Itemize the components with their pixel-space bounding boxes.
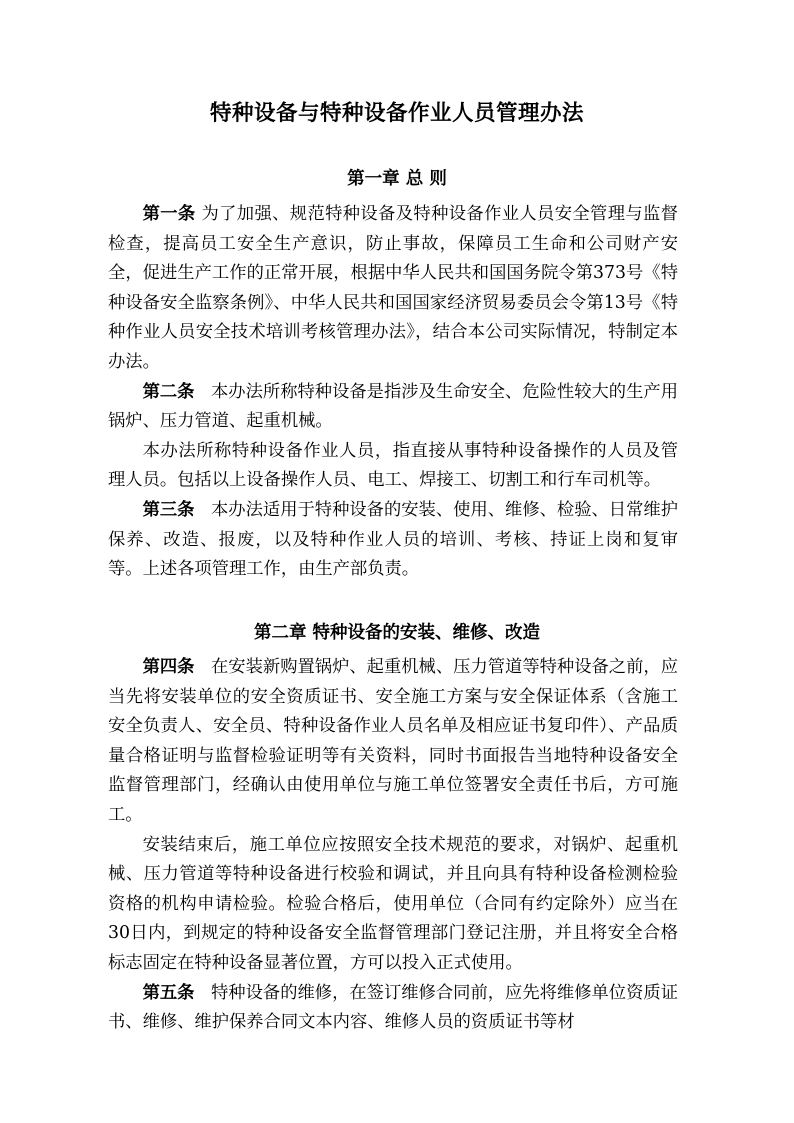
article-5 [108,979,678,1038]
chapter-2-body [108,653,678,1038]
paragraph-text: 安装结束后，施工单位应按照安全技术规范的要求，对锅炉、起重机械、压力管道等特种设备进行校验和调试，并且向具有特种设备检测检验资格的机构申请检验。检验合格后，使用单位（合同有约定除外）应当在30日内，到规定的特种设备安全监督管理部门登记注册，并且将安全合格标志固定在特种设备显著位置，方可以投入正式使用。 [108,834,678,973]
article-text: 本办法所称特种设备是指涉及生命安全、危险性较大的生产用锅炉、压力管道、起重机械。 [108,381,678,432]
article-2 [108,378,678,437]
article-label: 第一条 [142,204,196,224]
article-text: 为了加强、规范特种设备及特种设备作业人员安全管理与监督检查，提高员工安全生产意识，防止事故，保障员工生命和公司财产安全，促进生产工作的正常开展，根据中华人民共和国国务院令第373号《特种设备安全监察条例》、中华人民共和国国家经济贸易委员会令第13号《特种作业人员安全技术培训考核管理办法》，结合本公司实际情况，特制定本办法。 [108,204,678,372]
article-4 [108,653,678,831]
chapter-1-body [108,200,678,585]
article-1 [108,200,678,378]
chapter-2-heading: 第二章 特种设备的安装、维修、改造 [253,623,541,643]
article-label: 第四条 [142,657,195,677]
document-title: 特种设备与特种设备作业人员管理办法 [209,101,584,126]
article-text: 本办法适用于特种设备的安装、使用、维修、检验、日常维护保养、改造、报废，以及特种作业人员的培训、考核、持证上岗和复审等。上述各项管理工作，由生产部负责。 [108,499,678,580]
paragraph-text: 本办法所称特种设备作业人员，指直接从事特种设备操作的人员及管理人员。包括以上设备操作人员、电工、焊接工、切割工和行车司机等。 [108,440,678,491]
article-3 [108,496,678,585]
article-text: 特种设备的维修，在签订维修合同前，应先将维修单位资质证书、维修、维护保养合同文本内容、维修人员的资质证书等材 [108,982,678,1033]
paragraph [108,437,678,496]
article-label: 第三条 [142,499,195,520]
article-label: 第二条 [142,381,195,402]
article-label: 第五条 [142,982,195,1003]
paragraph [108,831,678,979]
chapter-1-heading: 第一章 总 则 [347,169,447,189]
article-text: 在安装新购置锅炉、起重机械、压力管道等特种设备之前，应当先将安装单位的安全资质证书、安全施工方案与安全保证体系（含施工安全负责人、安全员、特种设备作业人员名单及相应证书复印件）、产品质量合格证明与监督检验证明等有关资料，同时书面报告当地特种设备安全监督管理部门，经确认由使用单位与施工单位签署安全责任书后，方可施工。 [108,657,678,825]
